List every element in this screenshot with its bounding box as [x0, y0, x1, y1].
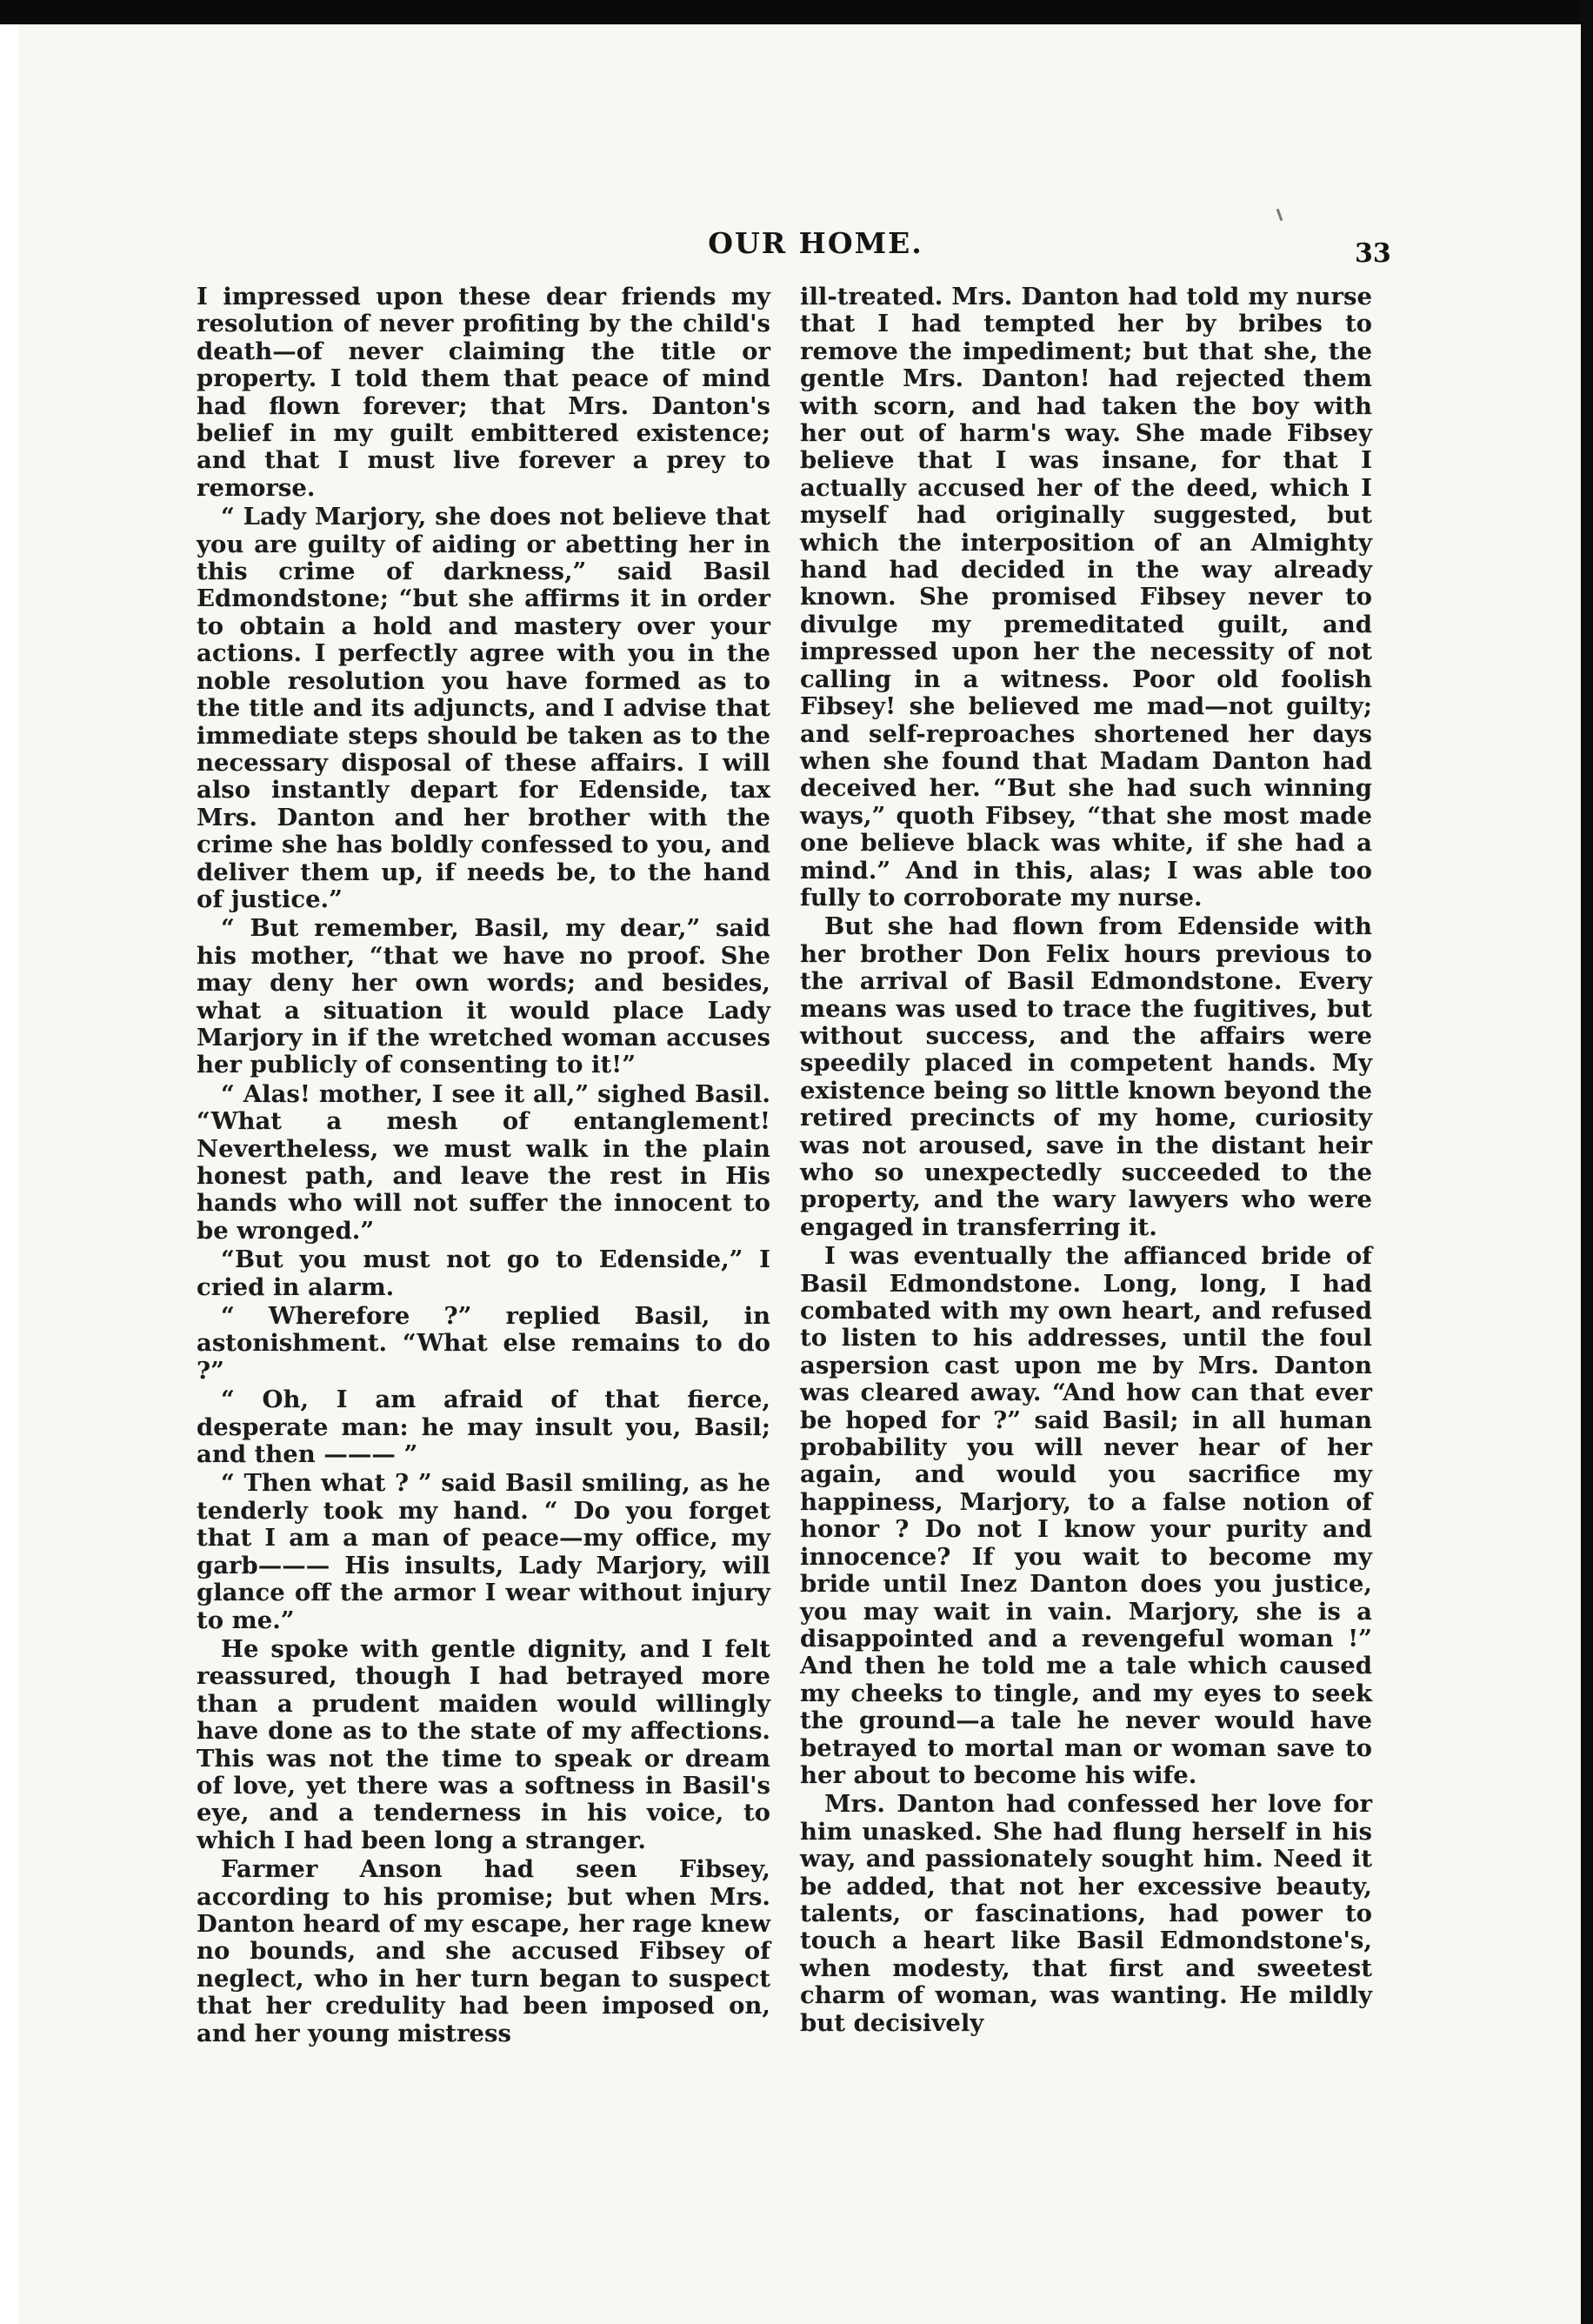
- paragraph: Mrs. Danton had confessed her love for him unasked. She had flung herself in his way, and passionately sought him. Need it be added, that not her excessive beauty, talents, or fascinations, had power to touch a heart like Basil Edmondstone's, when modesty, that first and sweetest charm of woman, was wanting. He mildly but decisively: [800, 1790, 1372, 2037]
- paragraph: But she had flown from Edenside with her brother Don Felix hours previous to the arrival of Basil Edmondstone. Every means was used to trace the fugitives, but without success, and the affairs were speedily placed in competent hands. My existence being so little known beyond the retired precincts of my home, curiosity was not aroused, save in the distant heir who so unexpectedly succeeded to the property, and the wary lawyers who were engaged in transferring it.: [800, 912, 1372, 1241]
- paragraph: “ Lady Marjory, she does not believe that you are guilty of aiding or abetting her in this crime of darkness,” said Basil Edmondstone; “but she affirms it in order to obtain a hold and mastery over your actions. I perfectly agree with you in the noble resolution you have formed as to the title and its adjuncts, and I advise that immediate steps should be taken as to the necessary disposal of these affairs. I will also instantly depart for Edenside, tax Mrs. Danton and her brother with the crime she has boldly confessed to you, and deliver them up, if needs be, to the hand of justice.”: [197, 503, 770, 913]
- page-number: 33: [1355, 238, 1391, 269]
- paragraph: I impressed upon these dear friends my resolution of never profiting by the child's death—of never claiming the title or property. I told them that peace of mind had flown forever; that Mrs. Danton's belief in my guilt embittered existence; and that I must live forever a prey to remorse.: [197, 283, 770, 502]
- paragraph: Farmer Anson had seen Fibsey, according to his promise; but when Mrs. Danton heard of my escape, her rage knew no bounds, and she accused Fibsey of neglect, who in her turn began to suspect that her credulity had been imposed on, and her young mistress: [197, 1855, 770, 2047]
- scan-top-border: [0, 0, 1593, 24]
- scan-right-border: [1581, 0, 1593, 2324]
- paragraph: “ Wherefore ?” replied Basil, in astonishment. “What else remains to do ?”: [197, 1302, 770, 1385]
- paper-speck: [1276, 209, 1283, 221]
- paragraph: “ But remember, Basil, my dear,” said his mother, “that we have no proof. She may deny her own words; and besides, what a situation it would place Lady Marjory in if the wretched woman accuses her publicly of consenting to it!”: [197, 914, 770, 1079]
- paragraph: “ Alas! mother, I see it all,” sighed Basil. “What a mesh of entanglement! Nevertheless, we must walk in the plain honest path, and leave the rest in His hands who will not suffer the innocent to be wronged.”: [197, 1079, 770, 1245]
- paragraph: He spoke with gentle dignity, and I felt reassured, though I had betrayed more than a prudent maiden would willingly have done as to the state of my affections. This was not the time to speak or dream of love, yet there was a softness in Basil's eye, and a tenderness in his voice, to which I had been long a stranger.: [197, 1634, 770, 1854]
- running-title: OUR HOME.: [708, 226, 923, 260]
- left-column: [197, 284, 770, 2049]
- paragraph: “ Then what ? ” said Basil smiling, as he tenderly took my hand. “ Do you forget that I am a man of peace—my office, my garb——— His insults, Lady Marjory, will glance off the armor I wear without injury to me.”: [197, 1469, 770, 1634]
- paragraph: “ Oh, I am afraid of that fierce, desperate man: he may insult you, Basil; and then ——— ”: [197, 1386, 770, 1469]
- right-column: [800, 284, 1372, 2039]
- book-page: [19, 24, 1581, 2324]
- paragraph: ill-treated. Mrs. Danton had told my nurse that I had tempted her by bribes to remove the impediment; but that she, the gentle Mrs. Danton! had rejected them with scorn, and had taken the boy with her out of harm's way. She made Fibsey believe that I was insane, for that I actually accused her of the deed, which I myself had originally suggested, but which the interposition of an Almighty hand had decided in the way already known. She promised Fibsey never to divulge my premeditated guilt, and impressed upon her the necessity of not calling in a witness. Poor old foolish Fibsey! she believed me mad—not guilty; and self-reproaches shortened her days when she found that Madam Danton had deceived her. “But she had such winning ways,” quoth Fibsey, “that she most made one believe black was white, if she had a mind.” And in this, alas; I was able too fully to corroborate my nurse.: [800, 283, 1372, 912]
- paragraph: I was eventually the affianced bride of Basil Edmondstone. Long, long, I had combated with my own heart, and refused to listen to his addresses, until the foul aspersion cast upon me by Mrs. Danton was cleared away. “And how can that ever be hoped for ?” said Basil; in all human probability you will never hear of her again, and would you sacrifice my happiness, Marjory, to a false notion of honor ? Do not I know your purity and innocence? If you wait to become my bride until Inez Danton does you justice, you may wait in vain. Marjory, she is a disappointed and a revengeful woman !” And then he told me a tale which caused my cheeks to tingle, and my eyes to seek the ground—a tale he never would have betrayed to mortal man or woman save to her about to become his wife.: [800, 1242, 1372, 1789]
- paragraph: “But you must not go to Edenside,” I cried in alarm.: [197, 1245, 770, 1301]
